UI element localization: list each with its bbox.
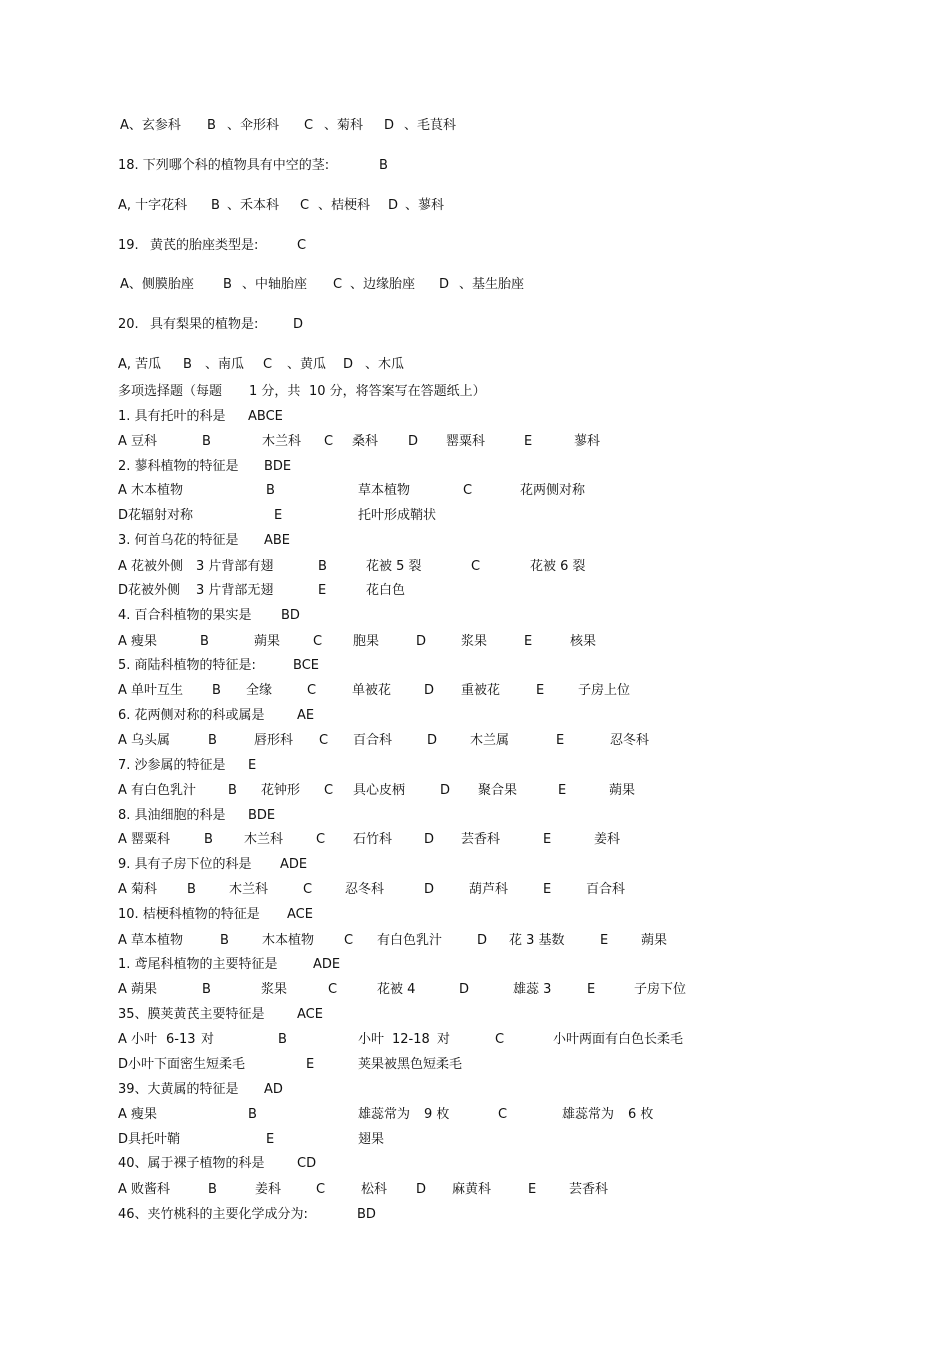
text-segment: 花被 5 裂 bbox=[366, 559, 422, 574]
text-segment: A 乌头属 bbox=[118, 733, 171, 748]
text-line bbox=[0, 432, 950, 452]
text-segment: 罂粟科 bbox=[446, 434, 486, 449]
text-segment: E bbox=[266, 1132, 275, 1147]
text-segment: 2. 蓼科植物的特征是 bbox=[118, 459, 239, 474]
text-segment: E bbox=[587, 982, 596, 997]
text-segment: B bbox=[318, 559, 327, 574]
text-segment: C bbox=[324, 783, 334, 798]
text-segment: C bbox=[471, 559, 481, 574]
text-segment: 5. 商陆科植物的特征是: bbox=[118, 658, 256, 673]
text-segment: C bbox=[344, 933, 354, 948]
text-segment: 3. 何首乌花的特征是 bbox=[118, 533, 239, 548]
text-line bbox=[0, 955, 950, 975]
text-segment: 雄蕊常为 bbox=[562, 1107, 615, 1122]
text-segment: ABE bbox=[264, 533, 291, 548]
text-segment: D bbox=[459, 982, 470, 997]
text-segment: BDE bbox=[248, 808, 276, 823]
text-segment: C bbox=[319, 733, 329, 748]
text-segment: 唇形科 bbox=[254, 733, 294, 748]
text-line bbox=[0, 1105, 950, 1125]
text-segment: C bbox=[316, 832, 326, 847]
text-segment: 40、属于裸子植物的科是 bbox=[118, 1156, 265, 1171]
text-segment: 浆果 bbox=[461, 634, 488, 649]
text-segment: B bbox=[278, 1032, 287, 1047]
text-segment: 39、大黄属的特征是 bbox=[118, 1082, 239, 1097]
text-segment: 、伞形科 bbox=[227, 118, 280, 133]
text-line bbox=[0, 481, 950, 501]
text-segment: D bbox=[424, 832, 435, 847]
text-segment: B bbox=[208, 1182, 217, 1197]
text-segment: BCE bbox=[293, 658, 319, 673]
text-segment: B bbox=[212, 683, 221, 698]
text-segment: B bbox=[183, 357, 192, 372]
text-segment: E bbox=[306, 1057, 315, 1072]
text-segment: D bbox=[384, 118, 395, 133]
text-segment: A 败酱科 bbox=[118, 1182, 171, 1197]
text-segment: 、菊科 bbox=[324, 118, 364, 133]
text-segment: D bbox=[424, 882, 435, 897]
text-segment: E bbox=[543, 832, 552, 847]
text-segment: A 有白色乳汁 bbox=[118, 783, 197, 798]
text-line bbox=[0, 632, 950, 652]
text-segment: 单被花 bbox=[352, 683, 392, 698]
text-segment: 3 片背部有翅 bbox=[196, 559, 274, 574]
text-segment: 忍冬科 bbox=[610, 733, 650, 748]
text-segment: A 蒴果 bbox=[118, 982, 158, 997]
text-segment: 、基生胎座 bbox=[459, 277, 525, 292]
text-line bbox=[0, 905, 950, 925]
text-segment: D bbox=[408, 434, 419, 449]
text-segment: ACE bbox=[297, 1007, 323, 1022]
text-segment: 1. 鸢尾科植物的主要特征是 bbox=[118, 957, 278, 972]
text-segment: 花被 6 裂 bbox=[530, 559, 586, 574]
text-line bbox=[0, 557, 950, 577]
text-line bbox=[0, 931, 950, 951]
text-segment: 麻黄科 bbox=[452, 1182, 492, 1197]
text-segment: 有白色乳汁 bbox=[377, 933, 443, 948]
text-segment: B bbox=[220, 933, 229, 948]
text-segment: E bbox=[558, 783, 567, 798]
text-line bbox=[0, 1005, 950, 1025]
text-segment: D bbox=[477, 933, 488, 948]
text-segment: 石竹科 bbox=[353, 832, 393, 847]
text-line bbox=[0, 681, 950, 701]
text-line bbox=[0, 355, 950, 375]
text-segment: D bbox=[416, 634, 427, 649]
text-segment: 子房上位 bbox=[578, 683, 631, 698]
text-segment: 蒴果 bbox=[641, 933, 668, 948]
text-segment: C bbox=[324, 434, 334, 449]
text-segment: B bbox=[223, 277, 232, 292]
text-segment: BD bbox=[281, 608, 300, 623]
text-segment: E bbox=[528, 1182, 537, 1197]
text-segment: A、侧膜胎座 bbox=[120, 277, 194, 292]
text-segment: A 罂粟科 bbox=[118, 832, 171, 847]
text-line bbox=[0, 196, 950, 216]
text-segment: 姜科 bbox=[594, 832, 621, 847]
text-segment: 芸香科 bbox=[461, 832, 501, 847]
text-line bbox=[0, 506, 950, 526]
text-segment: 花 3 基数 bbox=[509, 933, 565, 948]
text-line bbox=[0, 1080, 950, 1100]
text-segment: D bbox=[427, 733, 438, 748]
text-segment: CD bbox=[297, 1156, 317, 1171]
text-segment: C bbox=[300, 198, 310, 213]
text-segment: 、边缘胎座 bbox=[350, 277, 416, 292]
text-segment: 荚果被黑色短柔毛 bbox=[358, 1057, 463, 1072]
text-line bbox=[0, 731, 950, 751]
text-line bbox=[0, 830, 950, 850]
text-segment: 、南瓜 bbox=[205, 357, 245, 372]
text-line bbox=[0, 706, 950, 726]
text-segment: 对 bbox=[437, 1032, 451, 1047]
text-segment: D bbox=[293, 317, 304, 332]
text-segment: 具心皮柄 bbox=[353, 783, 406, 798]
text-segment: A 小叶 bbox=[118, 1032, 158, 1047]
text-segment: 黄芪的胎座类型是: bbox=[150, 238, 259, 253]
text-segment: 雄蕊 3 bbox=[513, 982, 552, 997]
text-segment: 、禾本科 bbox=[227, 198, 280, 213]
text-segment: 芸香科 bbox=[569, 1182, 609, 1197]
text-segment: 3 片背部无翅 bbox=[196, 583, 274, 598]
text-line bbox=[0, 781, 950, 801]
text-segment: E bbox=[318, 583, 327, 598]
text-segment: C bbox=[304, 118, 314, 133]
text-segment: A 瘦果 bbox=[118, 1107, 158, 1122]
text-segment: 小叶 bbox=[358, 1032, 385, 1047]
text-segment: 忍冬科 bbox=[345, 882, 385, 897]
text-segment: 胞果 bbox=[353, 634, 380, 649]
text-segment: 百合科 bbox=[353, 733, 393, 748]
text-segment: E bbox=[543, 882, 552, 897]
text-line bbox=[0, 1205, 950, 1225]
text-segment: 小叶两面有白色长柔毛 bbox=[553, 1032, 684, 1047]
text-line bbox=[0, 980, 950, 1000]
text-segment: E bbox=[536, 683, 545, 698]
text-segment: C bbox=[263, 357, 273, 372]
text-segment: 木本植物 bbox=[262, 933, 315, 948]
text-segment: 松科 bbox=[361, 1182, 388, 1197]
text-segment: 1. 具有托叶的科是 bbox=[118, 409, 226, 424]
text-segment: 葫芦科 bbox=[469, 882, 509, 897]
text-segment: 蒴果 bbox=[254, 634, 281, 649]
text-segment: D bbox=[439, 277, 450, 292]
text-segment: 、黄瓜 bbox=[287, 357, 327, 372]
text-segment: D花被外侧 bbox=[118, 583, 181, 598]
text-segment: 核果 bbox=[570, 634, 597, 649]
text-segment: D bbox=[416, 1182, 427, 1197]
text-segment: B bbox=[266, 483, 275, 498]
text-segment: A 豆科 bbox=[118, 434, 158, 449]
text-line bbox=[0, 457, 950, 477]
text-line bbox=[0, 756, 950, 776]
text-segment: B bbox=[379, 158, 388, 173]
text-segment: 木兰科 bbox=[229, 882, 269, 897]
text-segment: B bbox=[207, 118, 216, 133]
text-segment: B bbox=[202, 982, 211, 997]
text-segment: 、木瓜 bbox=[365, 357, 405, 372]
text-segment: D小叶下面密生短柔毛 bbox=[118, 1057, 246, 1072]
text-segment: D bbox=[388, 198, 399, 213]
text-segment: 19. bbox=[118, 238, 139, 253]
text-segment: E bbox=[556, 733, 565, 748]
text-line bbox=[0, 581, 950, 601]
text-line bbox=[0, 1180, 950, 1200]
text-segment: 具有梨果的植物是: bbox=[150, 317, 259, 332]
text-segment: AD bbox=[264, 1082, 283, 1097]
text-segment: B bbox=[228, 783, 237, 798]
text-segment: 46、夹竹桃科的主要化学成分为: bbox=[118, 1207, 308, 1222]
text-segment: ACE bbox=[287, 907, 313, 922]
text-segment: 子房下位 bbox=[634, 982, 687, 997]
text-line bbox=[0, 606, 950, 626]
text-segment: 蓼科 bbox=[574, 434, 601, 449]
text-segment: D bbox=[343, 357, 354, 372]
text-line bbox=[0, 1055, 950, 1075]
text-segment: 花白色 bbox=[366, 583, 406, 598]
text-segment: C bbox=[313, 634, 323, 649]
text-segment: E bbox=[524, 634, 533, 649]
text-segment: 12-18 bbox=[392, 1032, 430, 1047]
text-segment: 4. 百合科植物的果实是 bbox=[118, 608, 252, 623]
text-line bbox=[0, 275, 950, 295]
text-segment: 浆果 bbox=[261, 982, 288, 997]
text-segment: 6. 花两侧对称的科或属是 bbox=[118, 708, 265, 723]
text-segment: C bbox=[303, 882, 313, 897]
text-segment: 蒴果 bbox=[609, 783, 636, 798]
text-segment: 35、膜荚黄芪主要特征是 bbox=[118, 1007, 265, 1022]
text-segment: C bbox=[328, 982, 338, 997]
text-line bbox=[0, 1154, 950, 1174]
text-segment: 木兰科 bbox=[244, 832, 284, 847]
text-segment: 6-13 bbox=[166, 1032, 196, 1047]
text-segment: ADE bbox=[313, 957, 341, 972]
text-segment: 木兰属 bbox=[470, 733, 510, 748]
text-segment: 木兰科 bbox=[262, 434, 302, 449]
text-segment: D bbox=[440, 783, 451, 798]
text-segment: 18. 下列哪个科的植物具有中空的茎: bbox=[118, 158, 330, 173]
text-line bbox=[0, 407, 950, 427]
text-line bbox=[0, 236, 950, 256]
text-segment: 7. 沙参属的特征是 bbox=[118, 758, 226, 773]
text-segment: 桑科 bbox=[352, 434, 379, 449]
text-segment: B bbox=[204, 832, 213, 847]
text-segment: 6 枚 bbox=[628, 1107, 654, 1122]
text-segment: 全缘 bbox=[246, 683, 273, 698]
text-line bbox=[0, 531, 950, 551]
text-segment: 、中轴胎座 bbox=[242, 277, 308, 292]
text-segment: A、玄参科 bbox=[120, 118, 181, 133]
text-segment: C bbox=[495, 1032, 505, 1047]
text-segment: 托叶形成鞘状 bbox=[358, 508, 437, 523]
text-segment: D花辐射对称 bbox=[118, 508, 194, 523]
text-segment: AE bbox=[297, 708, 315, 723]
text-segment: B bbox=[202, 434, 211, 449]
text-segment: E bbox=[524, 434, 533, 449]
text-segment: E bbox=[600, 933, 609, 948]
text-segment: B bbox=[248, 1107, 257, 1122]
text-segment: 20. bbox=[118, 317, 139, 332]
text-segment: BDE bbox=[264, 459, 292, 474]
text-segment: 10 分，将答案写在答题纸上） bbox=[309, 384, 486, 399]
text-segment: D bbox=[424, 683, 435, 698]
text-segment: 8. 具油细胞的科是 bbox=[118, 808, 226, 823]
text-segment: 姜科 bbox=[255, 1182, 282, 1197]
text-segment: C bbox=[463, 483, 473, 498]
text-segment: 10. 桔梗科植物的特征是 bbox=[118, 907, 260, 922]
text-segment: 对 bbox=[201, 1032, 215, 1047]
text-segment: A 瘦果 bbox=[118, 634, 158, 649]
text-segment: B bbox=[187, 882, 196, 897]
text-segment: D具托叶鞘 bbox=[118, 1132, 181, 1147]
text-line bbox=[0, 382, 950, 402]
text-segment: 9 枚 bbox=[424, 1107, 450, 1122]
text-segment: C bbox=[498, 1107, 508, 1122]
text-segment: 雄蕊常为 bbox=[358, 1107, 411, 1122]
text-segment: B bbox=[208, 733, 217, 748]
text-line bbox=[0, 656, 950, 676]
text-segment: C bbox=[307, 683, 317, 698]
text-segment: B bbox=[211, 198, 220, 213]
text-segment: 草本植物 bbox=[358, 483, 411, 498]
text-segment: 多项选择题（每题 bbox=[118, 384, 223, 399]
text-segment: 花两侧对称 bbox=[520, 483, 586, 498]
text-segment: E bbox=[274, 508, 283, 523]
text-segment: A 草本植物 bbox=[118, 933, 184, 948]
text-segment: A, 苦瓜 bbox=[118, 357, 162, 372]
text-segment: 重被花 bbox=[461, 683, 501, 698]
text-segment: A 花被外侧 bbox=[118, 559, 184, 574]
text-segment: ABCE bbox=[248, 409, 283, 424]
text-segment: 聚合果 bbox=[478, 783, 518, 798]
text-segment: 花被 4 bbox=[377, 982, 416, 997]
text-segment: E bbox=[248, 758, 257, 773]
text-segment: 、桔梗科 bbox=[318, 198, 371, 213]
text-segment: B bbox=[200, 634, 209, 649]
text-line bbox=[0, 1130, 950, 1150]
text-segment: A 木本植物 bbox=[118, 483, 184, 498]
text-segment: C bbox=[333, 277, 343, 292]
text-line bbox=[0, 806, 950, 826]
text-line bbox=[0, 315, 950, 335]
text-line bbox=[0, 880, 950, 900]
text-segment: 翅果 bbox=[358, 1132, 385, 1147]
text-segment: 9. 具有子房下位的科是 bbox=[118, 857, 252, 872]
text-line bbox=[0, 116, 950, 136]
text-segment: 、毛茛科 bbox=[404, 118, 457, 133]
text-segment: C bbox=[316, 1182, 326, 1197]
text-segment: A 菊科 bbox=[118, 882, 158, 897]
text-segment: 花钟形 bbox=[261, 783, 301, 798]
text-segment: 百合科 bbox=[586, 882, 626, 897]
text-segment: BD bbox=[357, 1207, 376, 1222]
text-line bbox=[0, 855, 950, 875]
text-segment: 1 分，共 bbox=[249, 384, 301, 399]
text-line bbox=[0, 1030, 950, 1050]
text-segment: A, 十字花科 bbox=[118, 198, 188, 213]
text-segment: C bbox=[297, 238, 307, 253]
text-segment: A 单叶互生 bbox=[118, 683, 184, 698]
text-segment: 、蓼科 bbox=[405, 198, 445, 213]
text-segment: ADE bbox=[280, 857, 308, 872]
text-line bbox=[0, 156, 950, 176]
